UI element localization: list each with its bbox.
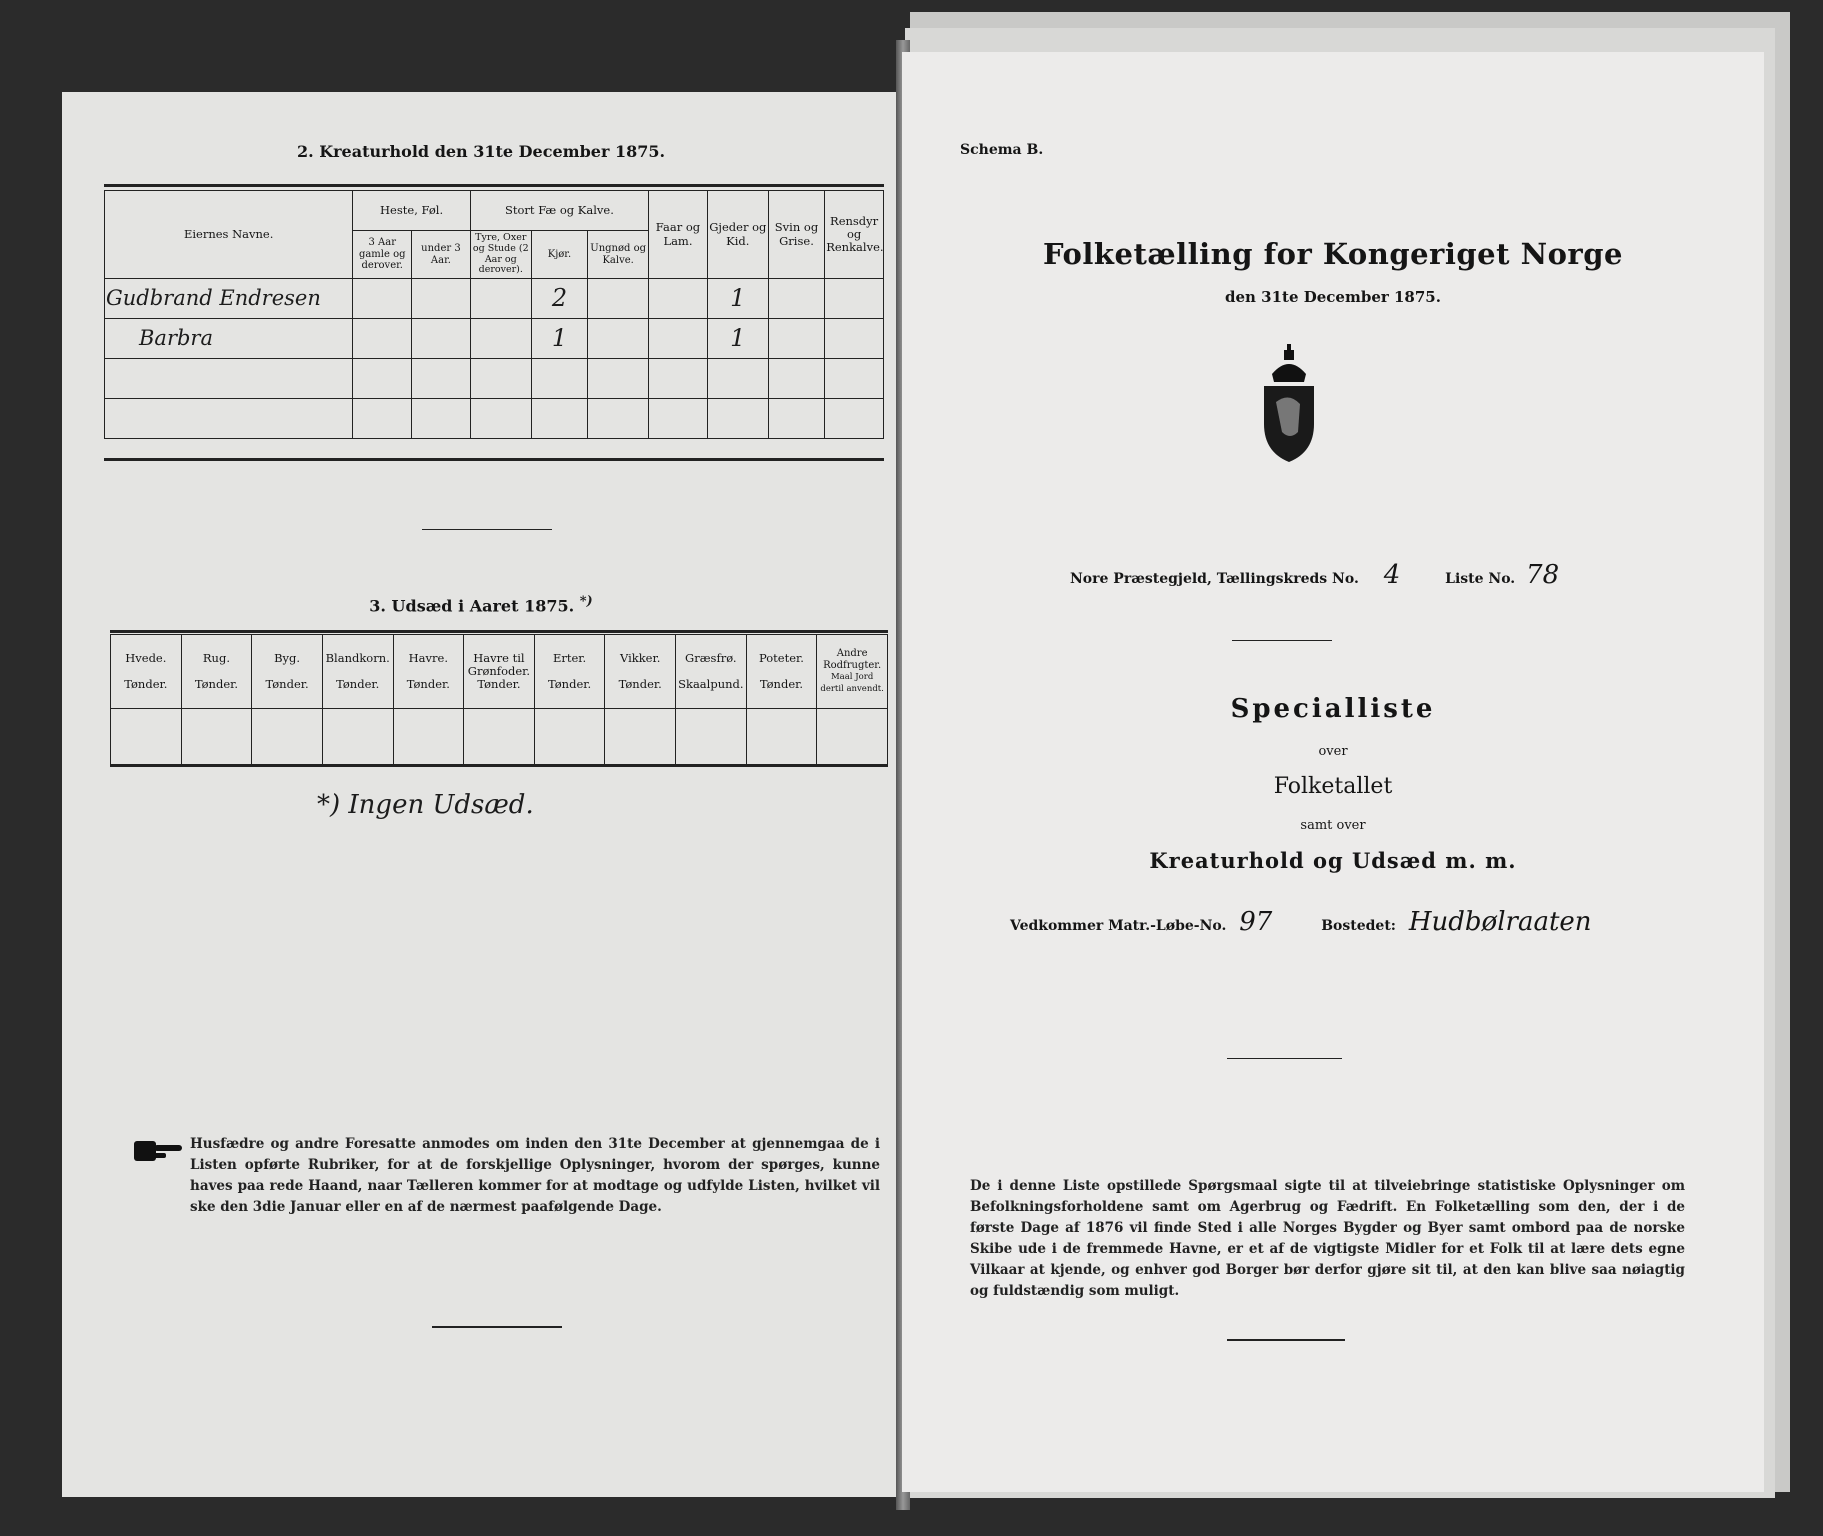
- top-rule: [104, 184, 884, 187]
- matr-label: Vedkommer Matr.-Løbe-No.: [1010, 918, 1227, 934]
- owner-name-cell: Barbra: [105, 319, 353, 359]
- coat-of-arms-icon: [1254, 344, 1324, 464]
- prestegjeld-label: Nore Præstegjeld,: [1070, 571, 1212, 587]
- matr-line: [1010, 907, 1592, 937]
- section3-title: [62, 594, 900, 615]
- udsaed-col: Havre til Grønfoder. Tønder.: [464, 635, 535, 709]
- main-title: Folketælling for Kongeriget Norge: [1043, 237, 1623, 271]
- kreaturhold-heading: Kreaturhold og Udsæd m. m.: [1149, 848, 1517, 873]
- matr-number: 97: [1239, 907, 1273, 937]
- section2-title: 2. Kreaturhold den 31te December 1875.: [296, 142, 666, 161]
- livestock-table: [104, 190, 884, 439]
- kreds-label: Tællingskreds No.: [1216, 571, 1359, 587]
- stort-fae-header: Stort Fæ og Kalve.: [470, 191, 648, 231]
- faar-header: Faar og Lam.: [649, 191, 708, 279]
- udsaed-col: Byg. Tønder.: [252, 635, 323, 709]
- folketallet-heading: Folketallet: [1273, 774, 1393, 799]
- udsaed-col: Poteter. Tønder.: [746, 635, 817, 709]
- udsaed-col: Hvede. Tønder.: [111, 635, 182, 709]
- table3-top-rule: [110, 630, 888, 633]
- udsaed-col: Rug. Tønder.: [181, 635, 252, 709]
- bottom-rule: [1227, 1339, 1345, 1341]
- owner-header: Eiernes Navne.: [105, 191, 353, 279]
- table3-bottom-rule: [110, 764, 888, 767]
- left-page: [62, 92, 900, 1497]
- svin-header: Svin og Grise.: [768, 191, 824, 279]
- specialliste-heading: Specialliste: [1230, 694, 1436, 724]
- kreds-number: 4: [1383, 560, 1401, 590]
- liste-number: 78: [1526, 560, 1560, 590]
- bosted-value: Hudbølraaten: [1408, 907, 1592, 937]
- subtitle: den 31te December 1875.: [1225, 288, 1441, 306]
- over-text: over: [1318, 744, 1348, 759]
- notice-text: Husfædre og andre Foresatte anmodes om inden den 31te December at gjennemgaa de i Listen opførte Rubriker, for at de forskjellige Oplysninger, hvorom der spørges, kunne haves paa rede Haand, naar Tælleren kommer for at modtage og udfylde Listen, hvilket vil ske den 3die Januar eller en af de nærmest paafølgende Dage.: [190, 1136, 880, 1215]
- heste-header: Heste, Føl.: [353, 191, 470, 231]
- liste-label: Liste No.: [1445, 571, 1516, 587]
- stort-sub2: Kjør.: [531, 231, 587, 279]
- gjeder-cell: 1: [707, 319, 768, 359]
- sowing-table: [110, 634, 888, 765]
- separator: [1232, 640, 1332, 641]
- stort-sub1: Tyre, Oxer og Stude (2 Aar og derover).: [470, 231, 531, 279]
- udsaed-col: Andre Rodfrugter. Maal Jord dertil anvendt.: [817, 635, 888, 709]
- kjor-cell: 2: [531, 279, 587, 319]
- kjor-cell: 1: [531, 319, 587, 359]
- prestegjeld-line: [1070, 560, 1559, 590]
- pointing-hand-icon: [132, 1137, 184, 1165]
- section3-title-text: 3. Udsæd i Aaret 1875.: [369, 596, 575, 616]
- separator: [422, 529, 552, 530]
- separator: [1227, 1058, 1342, 1059]
- stort-sub3: Ungnød og Kalve.: [588, 231, 649, 279]
- udsaed-col: Havre. Tønder.: [393, 635, 464, 709]
- section3-mark: *): [579, 594, 593, 609]
- heste-sub2: under 3 Aar.: [412, 231, 471, 279]
- udsaed-col: Erter. Tønder.: [534, 635, 605, 709]
- handwritten-note: *) Ingen Udsæd.: [317, 790, 534, 820]
- footer-text: De i denne Liste opstillede Spørgsmaal sigte til at tilveiebringe statistiske Oplysninger om Befolkningsforholdene samt om Agerbrug og Fædrift. En Folketælling som den, der i de første Dage af 1876 vil finde Sted i alle Norges Bygder og Byer samt ombord paa de norske Skibe ude i de fremmede Havne, er et af de vigtigste Midler for et Folk til at lære dets egne Vilkaar at kjende, og enhver god Borger bør derfor gjøre sit til, at den kan blive saa nøiagtig og fuldstændig som muligt.: [970, 1178, 1685, 1299]
- heste-sub1: 3 Aar gamle og derover.: [353, 231, 412, 279]
- bottom-rule: [432, 1326, 562, 1328]
- owner-name-cell: Gudbrand Endresen: [105, 279, 353, 319]
- udsaed-col: Blandkorn. Tønder.: [322, 635, 393, 709]
- table2-bottom-rule: [104, 458, 884, 461]
- gjeder-cell: 1: [707, 279, 768, 319]
- right-page: [902, 52, 1764, 1492]
- schema-label: Schema B.: [960, 142, 1044, 158]
- udsaed-col: Vikker. Tønder.: [605, 635, 676, 709]
- samt-over-text: samt over: [1300, 818, 1366, 833]
- gjeder-header: Gjeder og Kid.: [707, 191, 768, 279]
- udsaed-col: Græsfrø. Skaalpund.: [676, 635, 747, 709]
- rensdyr-header: Rensdyr og Renkalve.: [825, 191, 884, 279]
- bosted-label: Bostedet:: [1321, 918, 1396, 934]
